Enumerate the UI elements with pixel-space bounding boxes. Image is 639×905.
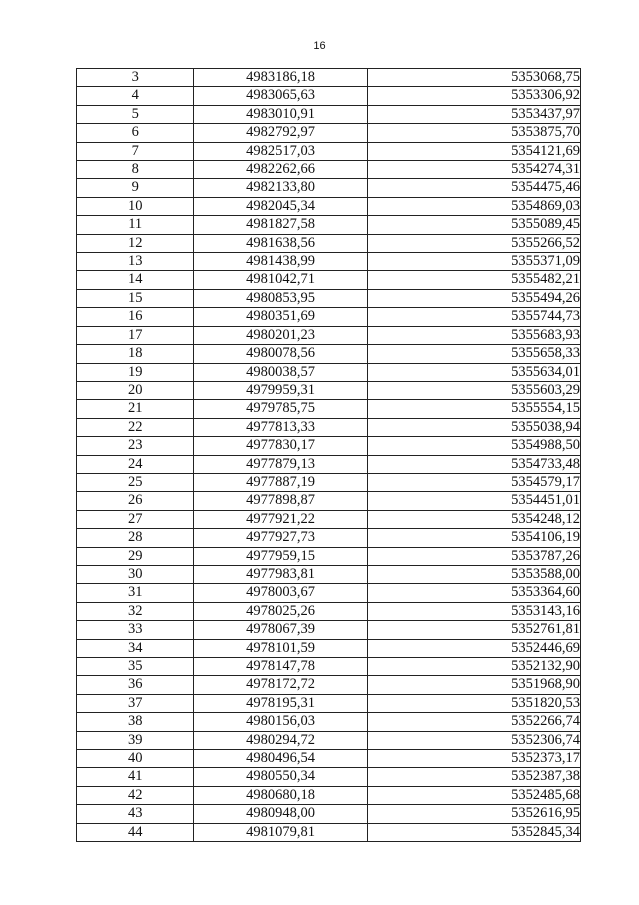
y-coordinate-cell: 5352761,81 bbox=[367, 621, 580, 639]
table-row bbox=[77, 87, 581, 105]
point-number-cell: 9 bbox=[77, 179, 194, 197]
x-coordinate-cell: 4977959,15 bbox=[194, 547, 367, 565]
x-coordinate-cell: 4980680,18 bbox=[194, 786, 367, 804]
point-number-cell: 37 bbox=[77, 694, 194, 712]
point-number-cell: 20 bbox=[77, 381, 194, 399]
table-row bbox=[77, 234, 581, 252]
x-coordinate-cell: 4978067,39 bbox=[194, 621, 367, 639]
table-row bbox=[77, 308, 581, 326]
y-coordinate-cell: 5352373,17 bbox=[367, 750, 580, 768]
y-coordinate-cell: 5355634,01 bbox=[367, 363, 580, 381]
point-number-cell: 43 bbox=[77, 805, 194, 823]
point-number-cell: 17 bbox=[77, 326, 194, 344]
point-number-cell: 25 bbox=[77, 473, 194, 491]
table-row bbox=[77, 584, 581, 602]
x-coordinate-cell: 4977921,22 bbox=[194, 510, 367, 528]
y-coordinate-cell: 5353588,00 bbox=[367, 565, 580, 583]
x-coordinate-cell: 4982517,03 bbox=[194, 142, 367, 160]
x-coordinate-cell: 4981827,58 bbox=[194, 216, 367, 234]
point-number-cell: 23 bbox=[77, 437, 194, 455]
y-coordinate-cell: 5354121,69 bbox=[367, 142, 580, 160]
y-coordinate-cell: 5355603,29 bbox=[367, 381, 580, 399]
table-row bbox=[77, 216, 581, 234]
x-coordinate-cell: 4982262,66 bbox=[194, 161, 367, 179]
y-coordinate-cell: 5354733,48 bbox=[367, 455, 580, 473]
y-coordinate-cell: 5355038,94 bbox=[367, 418, 580, 436]
table-row bbox=[77, 547, 581, 565]
x-coordinate-cell: 4982792,97 bbox=[194, 124, 367, 142]
x-coordinate-cell: 4977887,19 bbox=[194, 473, 367, 491]
x-coordinate-cell: 4977983,81 bbox=[194, 565, 367, 583]
table-row bbox=[77, 510, 581, 528]
x-coordinate-cell: 4980351,69 bbox=[194, 308, 367, 326]
point-number-cell: 34 bbox=[77, 639, 194, 657]
y-coordinate-cell: 5353143,16 bbox=[367, 602, 580, 620]
y-coordinate-cell: 5352306,74 bbox=[367, 731, 580, 749]
y-coordinate-cell: 5352485,68 bbox=[367, 786, 580, 804]
point-number-cell: 32 bbox=[77, 602, 194, 620]
table-row bbox=[77, 731, 581, 749]
table-row bbox=[77, 271, 581, 289]
x-coordinate-cell: 4982133,80 bbox=[194, 179, 367, 197]
point-number-cell: 10 bbox=[77, 197, 194, 215]
table-row bbox=[77, 179, 581, 197]
y-coordinate-cell: 5354451,01 bbox=[367, 492, 580, 510]
point-number-cell: 27 bbox=[77, 510, 194, 528]
table-row bbox=[77, 694, 581, 712]
y-coordinate-cell: 5355494,26 bbox=[367, 289, 580, 307]
table-row bbox=[77, 363, 581, 381]
table-row bbox=[77, 713, 581, 731]
table-row bbox=[77, 105, 581, 123]
x-coordinate-cell: 4983010,91 bbox=[194, 105, 367, 123]
y-coordinate-cell: 5355744,73 bbox=[367, 308, 580, 326]
y-coordinate-cell: 5352266,74 bbox=[367, 713, 580, 731]
point-number-cell: 38 bbox=[77, 713, 194, 731]
table-row bbox=[77, 805, 581, 823]
table-row bbox=[77, 161, 581, 179]
y-coordinate-cell: 5355658,33 bbox=[367, 345, 580, 363]
x-coordinate-cell: 4979785,75 bbox=[194, 400, 367, 418]
y-coordinate-cell: 5353306,92 bbox=[367, 87, 580, 105]
y-coordinate-cell: 5353068,75 bbox=[367, 69, 580, 87]
point-number-cell: 24 bbox=[77, 455, 194, 473]
y-coordinate-cell: 5355554,15 bbox=[367, 400, 580, 418]
x-coordinate-cell: 4980201,23 bbox=[194, 326, 367, 344]
table-row bbox=[77, 529, 581, 547]
table-row bbox=[77, 418, 581, 436]
y-coordinate-cell: 5353875,70 bbox=[367, 124, 580, 142]
y-coordinate-cell: 5353787,26 bbox=[367, 547, 580, 565]
table-row bbox=[77, 473, 581, 491]
y-coordinate-cell: 5351820,53 bbox=[367, 694, 580, 712]
table-row bbox=[77, 455, 581, 473]
x-coordinate-cell: 4980948,00 bbox=[194, 805, 367, 823]
point-number-cell: 44 bbox=[77, 823, 194, 841]
table-row bbox=[77, 639, 581, 657]
x-coordinate-cell: 4981042,71 bbox=[194, 271, 367, 289]
table-row bbox=[77, 786, 581, 804]
y-coordinate-cell: 5353437,97 bbox=[367, 105, 580, 123]
point-number-cell: 42 bbox=[77, 786, 194, 804]
table-row bbox=[77, 142, 581, 160]
y-coordinate-cell: 5355371,09 bbox=[367, 253, 580, 271]
x-coordinate-cell: 4979959,31 bbox=[194, 381, 367, 399]
y-coordinate-cell: 5352845,34 bbox=[367, 823, 580, 841]
table-row bbox=[77, 197, 581, 215]
table-row bbox=[77, 400, 581, 418]
y-coordinate-cell: 5352616,95 bbox=[367, 805, 580, 823]
y-coordinate-cell: 5355482,21 bbox=[367, 271, 580, 289]
x-coordinate-cell: 4983065,63 bbox=[194, 87, 367, 105]
y-coordinate-cell: 5354248,12 bbox=[367, 510, 580, 528]
table-row bbox=[77, 289, 581, 307]
point-number-cell: 13 bbox=[77, 253, 194, 271]
x-coordinate-cell: 4977830,17 bbox=[194, 437, 367, 455]
x-coordinate-cell: 4977879,13 bbox=[194, 455, 367, 473]
y-coordinate-cell: 5354988,50 bbox=[367, 437, 580, 455]
x-coordinate-cell: 4981079,81 bbox=[194, 823, 367, 841]
y-coordinate-cell: 5352132,90 bbox=[367, 658, 580, 676]
x-coordinate-cell: 4980496,54 bbox=[194, 750, 367, 768]
table-row bbox=[77, 124, 581, 142]
y-coordinate-cell: 5354106,19 bbox=[367, 529, 580, 547]
point-number-cell: 33 bbox=[77, 621, 194, 639]
point-number-cell: 5 bbox=[77, 105, 194, 123]
point-number-cell: 16 bbox=[77, 308, 194, 326]
table-row bbox=[77, 492, 581, 510]
table-row bbox=[77, 326, 581, 344]
point-number-cell: 41 bbox=[77, 768, 194, 786]
x-coordinate-cell: 4978172,72 bbox=[194, 676, 367, 694]
y-coordinate-cell: 5355683,93 bbox=[367, 326, 580, 344]
point-number-cell: 15 bbox=[77, 289, 194, 307]
point-number-cell: 4 bbox=[77, 87, 194, 105]
coordinates-table bbox=[76, 68, 581, 842]
y-coordinate-cell: 5353364,60 bbox=[367, 584, 580, 602]
table-row bbox=[77, 437, 581, 455]
table-row bbox=[77, 676, 581, 694]
coordinates-table-body bbox=[77, 69, 581, 842]
x-coordinate-cell: 4980156,03 bbox=[194, 713, 367, 731]
point-number-cell: 35 bbox=[77, 658, 194, 676]
y-coordinate-cell: 5354869,03 bbox=[367, 197, 580, 215]
x-coordinate-cell: 4981638,56 bbox=[194, 234, 367, 252]
point-number-cell: 3 bbox=[77, 69, 194, 87]
table-row bbox=[77, 750, 581, 768]
x-coordinate-cell: 4980294,72 bbox=[194, 731, 367, 749]
x-coordinate-cell: 4980078,56 bbox=[194, 345, 367, 363]
point-number-cell: 22 bbox=[77, 418, 194, 436]
x-coordinate-cell: 4978003,67 bbox=[194, 584, 367, 602]
point-number-cell: 36 bbox=[77, 676, 194, 694]
x-coordinate-cell: 4981438,99 bbox=[194, 253, 367, 271]
y-coordinate-cell: 5352387,38 bbox=[367, 768, 580, 786]
y-coordinate-cell: 5352446,69 bbox=[367, 639, 580, 657]
point-number-cell: 18 bbox=[77, 345, 194, 363]
x-coordinate-cell: 4983186,18 bbox=[194, 69, 367, 87]
point-number-cell: 14 bbox=[77, 271, 194, 289]
y-coordinate-cell: 5355266,52 bbox=[367, 234, 580, 252]
table-row bbox=[77, 823, 581, 841]
x-coordinate-cell: 4978147,78 bbox=[194, 658, 367, 676]
point-number-cell: 11 bbox=[77, 216, 194, 234]
x-coordinate-cell: 4978195,31 bbox=[194, 694, 367, 712]
point-number-cell: 6 bbox=[77, 124, 194, 142]
point-number-cell: 28 bbox=[77, 529, 194, 547]
table-row bbox=[77, 381, 581, 399]
x-coordinate-cell: 4982045,34 bbox=[194, 197, 367, 215]
y-coordinate-cell: 5354475,46 bbox=[367, 179, 580, 197]
point-number-cell: 31 bbox=[77, 584, 194, 602]
point-number-cell: 12 bbox=[77, 234, 194, 252]
table-row bbox=[77, 253, 581, 271]
x-coordinate-cell: 4980853,95 bbox=[194, 289, 367, 307]
point-number-cell: 39 bbox=[77, 731, 194, 749]
page-number: 16 bbox=[313, 40, 326, 52]
point-number-cell: 40 bbox=[77, 750, 194, 768]
table-row bbox=[77, 69, 581, 87]
point-number-cell: 29 bbox=[77, 547, 194, 565]
table-row bbox=[77, 602, 581, 620]
x-coordinate-cell: 4978101,59 bbox=[194, 639, 367, 657]
point-number-cell: 21 bbox=[77, 400, 194, 418]
point-number-cell: 26 bbox=[77, 492, 194, 510]
table-row bbox=[77, 658, 581, 676]
point-number-cell: 7 bbox=[77, 142, 194, 160]
x-coordinate-cell: 4977813,33 bbox=[194, 418, 367, 436]
y-coordinate-cell: 5354579,17 bbox=[367, 473, 580, 491]
point-number-cell: 30 bbox=[77, 565, 194, 583]
y-coordinate-cell: 5355089,45 bbox=[367, 216, 580, 234]
table-row bbox=[77, 768, 581, 786]
point-number-cell: 8 bbox=[77, 161, 194, 179]
x-coordinate-cell: 4977927,73 bbox=[194, 529, 367, 547]
table-row bbox=[77, 621, 581, 639]
y-coordinate-cell: 5354274,31 bbox=[367, 161, 580, 179]
point-number-cell: 19 bbox=[77, 363, 194, 381]
table-row bbox=[77, 565, 581, 583]
x-coordinate-cell: 4980550,34 bbox=[194, 768, 367, 786]
x-coordinate-cell: 4977898,87 bbox=[194, 492, 367, 510]
y-coordinate-cell: 5351968,90 bbox=[367, 676, 580, 694]
x-coordinate-cell: 4978025,26 bbox=[194, 602, 367, 620]
x-coordinate-cell: 4980038,57 bbox=[194, 363, 367, 381]
table-row bbox=[77, 345, 581, 363]
